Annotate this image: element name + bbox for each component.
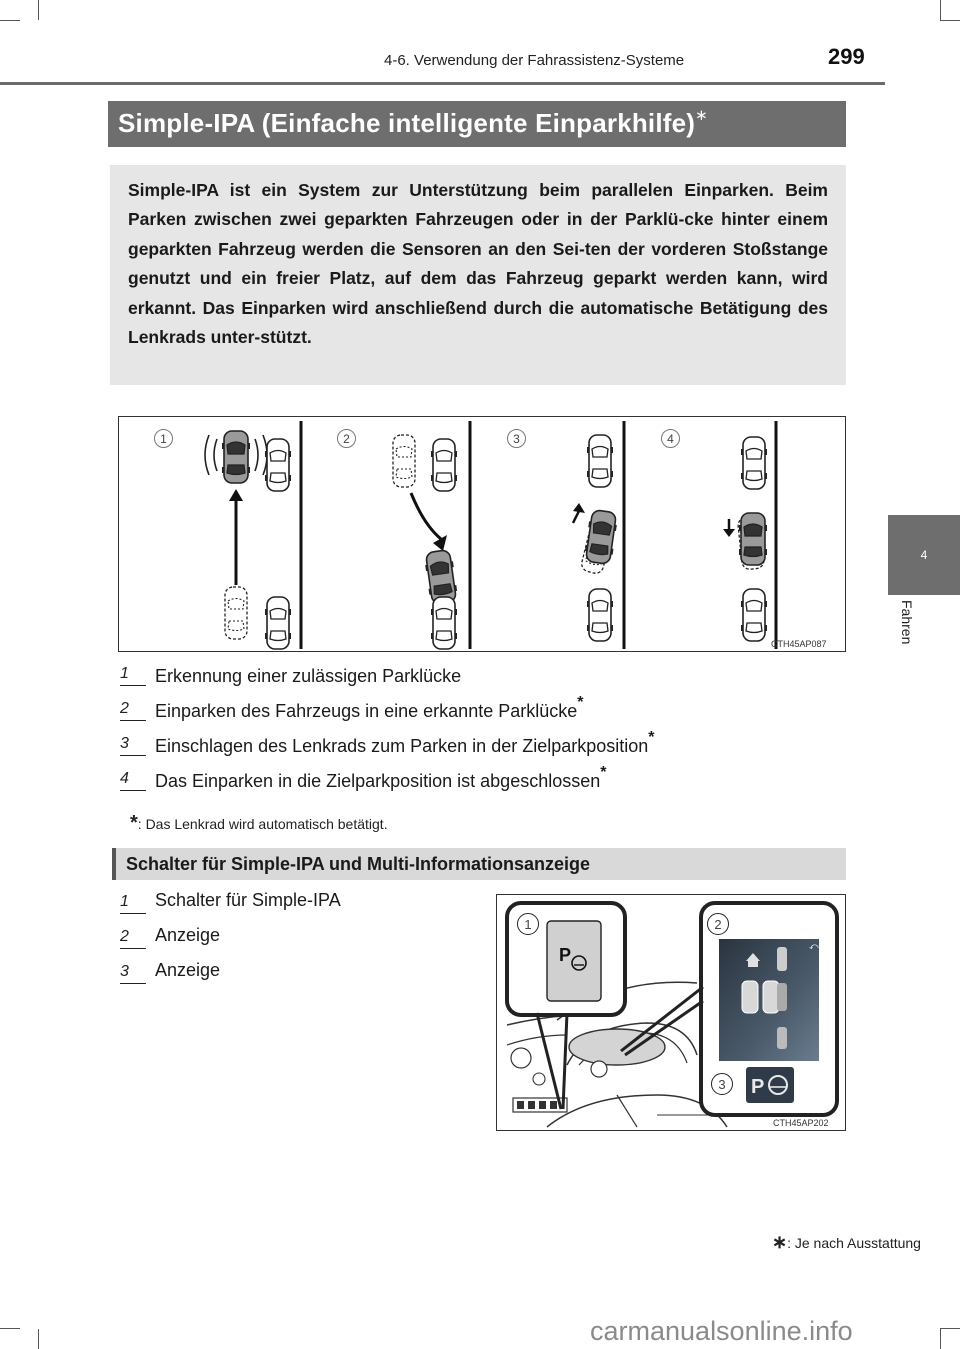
figure-code: CTH45AP202 xyxy=(773,1118,829,1128)
header-rule xyxy=(0,82,885,85)
figure-code: CTH45AP087 xyxy=(771,639,827,649)
dashboard-illustration xyxy=(497,895,845,1130)
list-item xyxy=(120,662,720,688)
step-badge-2: 2 xyxy=(337,429,356,448)
list-star: * xyxy=(648,729,655,746)
crop-mark xyxy=(940,20,960,21)
intro-paragraph: Simple-IPA ist ein System zur Unterstützung beim parallelen Einparken. Beim Parken zwischen zwei geparkten Fahrzeugen oder in der Parklü-cke hinter einem geparkten Fahrzeug werden die Sensoren an den Sei-ten der vorderen Stoßstange genutzt und ein freier Platz, auf dem das Fahrzeug geparkt werden kann, wird erkannt. Das Einparken wird anschließend durch die automatische Betätigung des Lenkrads unter-stützt. xyxy=(128,180,828,348)
page-number: 299 xyxy=(828,44,865,69)
list-number: 2 xyxy=(120,928,140,946)
list-item xyxy=(120,925,460,951)
list-item xyxy=(120,764,720,793)
list-star: * xyxy=(577,694,584,711)
list-number: 4 xyxy=(120,770,140,788)
footnote-steering xyxy=(130,812,388,835)
list-star: * xyxy=(600,764,607,781)
list-text xyxy=(155,729,655,757)
list-label: Erkennung einer zulässigen Parklücke xyxy=(155,666,462,686)
step-badge-1: 1 xyxy=(154,429,173,448)
list-item xyxy=(120,890,460,916)
switch-p-glyph: P xyxy=(559,945,572,965)
title-label: Simple-IPA (Einfache intelligente Einparkhilfe) xyxy=(118,108,696,138)
crop-mark xyxy=(0,1328,20,1329)
footnote-equipment xyxy=(772,1232,921,1253)
crop-mark xyxy=(940,1329,941,1349)
footnote-star: * xyxy=(130,812,138,834)
callout-badge-2: 2 xyxy=(707,913,729,935)
list-text xyxy=(155,694,584,722)
list-item xyxy=(120,729,760,758)
list-number: 3 xyxy=(120,735,140,753)
subsection-title: Schalter für Simple-IPA und Multi-Informationsanzeige xyxy=(126,854,591,874)
callout-badge-1: 1 xyxy=(517,913,539,935)
list-label: Einschlagen des Lenkrads zum Parken in der Zielparkposition xyxy=(155,736,649,756)
parking-steps-figure xyxy=(118,416,846,652)
chapter-number: 4 xyxy=(920,548,928,562)
footnote-text: : Je nach Ausstattung xyxy=(787,1235,921,1251)
step-badge-4: 4 xyxy=(661,429,680,448)
list-item xyxy=(120,694,720,723)
list-number: 1 xyxy=(120,665,140,683)
list-label: Das Einparken in die Zielparkposition ist abgeschlossen xyxy=(155,771,601,791)
list-item xyxy=(120,960,460,986)
list-label: Einparken des Fahrzeugs in eine erkannte Parklücke xyxy=(155,701,578,721)
list-number: 3 xyxy=(120,963,140,981)
crop-mark xyxy=(38,1329,39,1349)
crop-mark xyxy=(38,0,39,20)
footnote-star: ∗ xyxy=(772,1232,788,1252)
step-badge-3: 3 xyxy=(507,429,526,448)
callout-badge-3: 3 xyxy=(711,1073,733,1095)
footnote-text: : Das Lenkrad wird automatisch betätigt. xyxy=(137,816,388,832)
running-header: 4-6. Verwendung der Fahrassistenz-Systeme xyxy=(384,52,685,69)
crop-mark xyxy=(0,20,20,21)
svg-text:⤺: ⤺ xyxy=(809,941,819,951)
watermark: carmanualsonline.info xyxy=(590,1316,853,1346)
title-marker: ∗ xyxy=(695,107,708,124)
list-number: 1 xyxy=(120,893,140,911)
list-label: Anzeige xyxy=(155,960,221,980)
display-p-glyph: P xyxy=(751,1076,765,1098)
chapter-label: Fahren xyxy=(899,600,915,645)
page-title xyxy=(118,108,708,139)
crop-mark xyxy=(940,0,941,20)
list-text xyxy=(155,662,461,687)
crop-mark xyxy=(940,1328,960,1329)
parking-steps-illustration xyxy=(119,417,845,651)
list-label: Anzeige xyxy=(155,925,221,945)
list-number: 2 xyxy=(120,700,140,718)
list-text xyxy=(155,764,607,792)
switch-display-figure xyxy=(496,894,846,1131)
list-label: Schalter für Simple-IPA xyxy=(155,890,341,910)
